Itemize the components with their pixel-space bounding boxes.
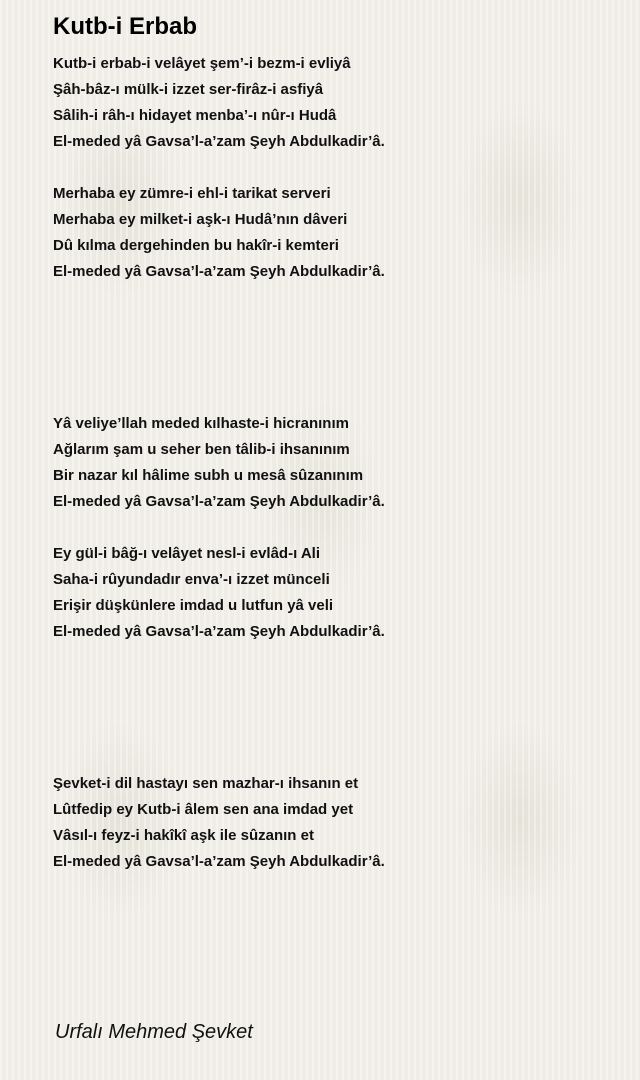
poem-line: Dû kılma dergehinden bu hakîr-i kemteri [53, 237, 339, 254]
poem-line: El-meded yâ Gavsa’l-a’zam Şeyh Abdulkadir’â. [53, 493, 385, 510]
stanza-2 [53, 181, 613, 285]
poem-line: Sâlih-i râh-ı hidayet menba’-ı nûr-ı Hudâ [53, 107, 337, 124]
poem-line: El-meded yâ Gavsa’l-a’zam Şeyh Abdulkadir’â. [53, 623, 385, 640]
poem-line: Lûtfedip ey Kutb-i âlem sen ana imdad yet [53, 801, 354, 818]
poem-line: Yâ veliye’llah meded kılhaste-i hicranınım [53, 415, 349, 432]
poem-line: Vâsıl-ı feyz-i hakîkî aşk ile sûzanın et [53, 827, 314, 844]
poem-line: Saha-i rûyundadır enva’-ı izzet münceli [53, 571, 330, 588]
poem-line: Kutb-i erbab-i velâyet şem’-i bezm-i evliyâ [53, 55, 351, 72]
poem-author: Urfalı Mehmed Şevket [55, 1021, 253, 1043]
poem-line: Şâh-bâz-ı mülk-i izzet ser-firâz-i asfiyâ [53, 81, 324, 98]
stanza-5 [53, 771, 613, 875]
poem-line: Ağlarım şam u seher ben tâlib-i ihsanınım [53, 441, 350, 458]
poem-line: El-meded yâ Gavsa’l-a’zam Şeyh Abdulkadir’â. [53, 133, 385, 150]
poem-line: Merhaba ey zümre-i ehl-i tarikat serveri [53, 185, 331, 202]
poem-line: El-meded yâ Gavsa’l-a’zam Şeyh Abdulkadir’â. [53, 853, 385, 870]
stanza-1 [53, 51, 613, 155]
poem-line: Bir nazar kıl hâlime subh u mesâ sûzanınım [53, 467, 364, 484]
poem-line: Şevket-i dil hastayı sen mazhar-ı ihsanın et [53, 775, 359, 792]
stanza-4 [53, 541, 613, 645]
poem-line: Merhaba ey milket-i aşk-ı Hudâ’nın dâveri [53, 211, 348, 228]
poem-line: El-meded yâ Gavsa’l-a’zam Şeyh Abdulkadir’â. [53, 263, 385, 280]
poem-title: Kutb-i Erbab [53, 13, 197, 40]
poem-line: Ey gül-i bâğ-ı velâyet nesl-i evlâd-ı Ali [53, 545, 321, 562]
stanza-3 [53, 411, 613, 515]
poem-line: Erişir düşkünlere imdad u lutfun yâ veli [53, 597, 334, 614]
